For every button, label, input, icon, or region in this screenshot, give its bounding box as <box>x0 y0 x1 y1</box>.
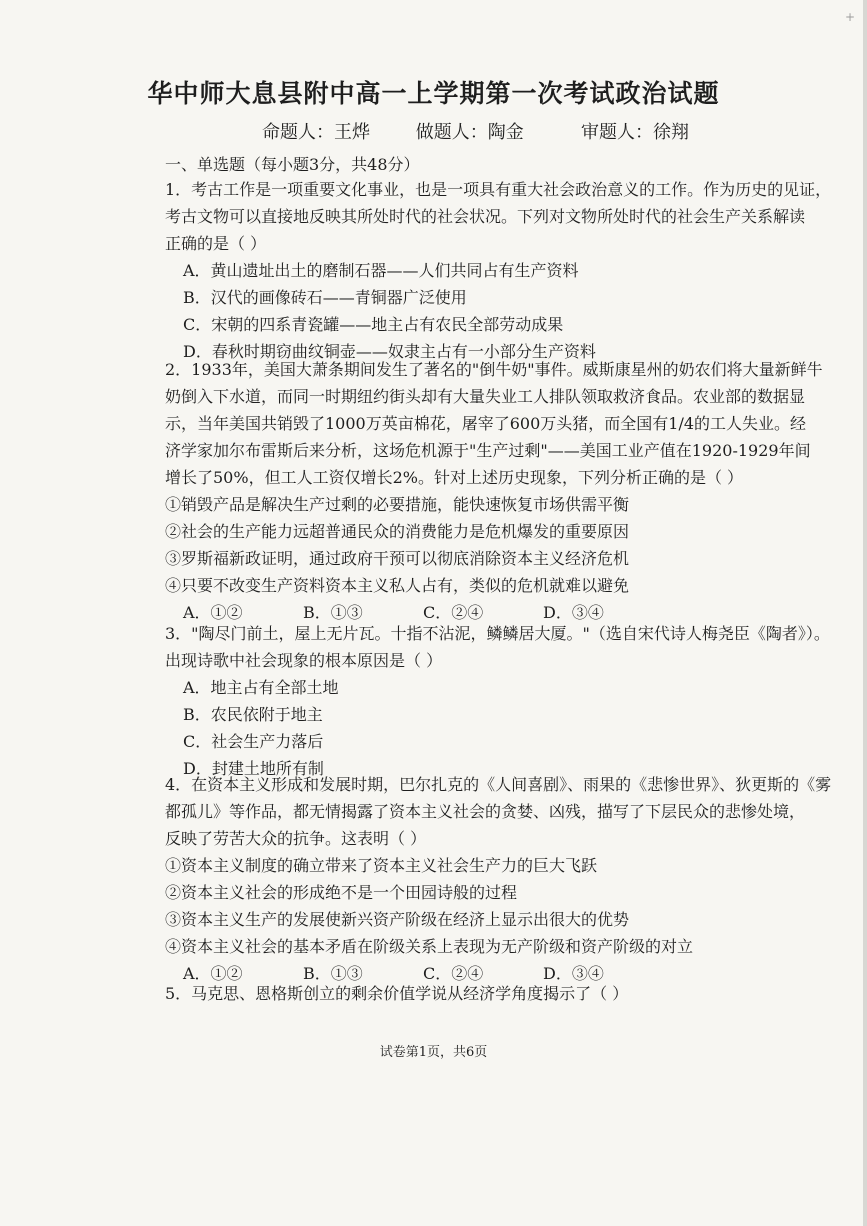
corner-mark: + <box>845 10 856 24</box>
answer-d: D．③④ <box>543 964 604 983</box>
question-stem-line: 3．"陶尽门前土，屋上无片瓦。十指不沾泥，鳞鳞居大厦。"（选自宋代诗人梅尧臣《陶者》）。 <box>165 624 830 643</box>
question-stem-line: 出现诗歌中社会现象的根本原因是（ ） <box>165 651 443 670</box>
question-stem-line: 4．在资本主义形成和发展时期，巴尔扎克的《人间喜剧》、雨果的《悲惨世界》、狄更斯的《雾 <box>165 775 832 794</box>
answer-a: A．①② <box>183 964 243 983</box>
answer-c: C．②④ <box>423 964 484 983</box>
question-3 <box>165 620 830 782</box>
statement-3: ③罗斯福新政证明，通过政府干预可以彻底消除资本主义经济危机 <box>165 549 630 568</box>
statement-1: ①资本主义制度的确立带来了资本主义社会生产力的巨大飞跃 <box>165 856 598 875</box>
authors-line: 命题人：王烨 做题人：陶金 审题人：徐翔 <box>262 122 689 143</box>
scan-edge <box>863 0 867 1226</box>
question-4 <box>165 771 832 987</box>
statement-4: ④只要不改变生产资料资本主义私人占有，类似的危机就难以避免 <box>165 576 630 595</box>
section-heading: 一、单选题（每小题3分，共48分） <box>165 155 420 174</box>
question-stem-line: 奶倒入下水道，而同一时期纽约街头却有大量失业工人排队领取救济食品。农业部的数据显 <box>165 387 806 406</box>
answer-b: B．①③ <box>303 603 363 622</box>
question-stem-line: 示，当年美国共销毁了1000万英亩棉花，屠宰了600万头猪，而全国有1/4的工人失业。经 <box>165 414 807 433</box>
option-d: D．封建土地所有制 <box>183 759 324 778</box>
option-d: D．春秋时期窃曲纹铜壶——奴隶主占有一小部分生产资料 <box>183 342 596 361</box>
question-1 <box>165 176 832 365</box>
option-a: A．地主占有全部土地 <box>183 678 339 697</box>
question-stem-line: 考古文物可以直接地反映其所处时代的社会状况。下列对文物所处时代的社会生产关系解读 <box>165 207 806 226</box>
answer-b: B．①③ <box>303 964 363 983</box>
answer-a: A．①② <box>183 603 243 622</box>
question-stem-line: 2．1933年，美国大萧条期间发生了著名的"倒牛奶"事件。威斯康星州的奶农们将大量新鲜牛 <box>165 360 823 379</box>
question-stem-line: 反映了劳苦大众的抗争。这表明（ ） <box>165 829 427 848</box>
option-b: B．农民依附于地主 <box>183 705 323 724</box>
question-2 <box>165 356 823 626</box>
question-stem-line: 济学家加尔布雷斯后来分析，这场危机源于"生产过剩"——美国工业产值在1920-1929年间 <box>165 441 811 460</box>
question-stem-line: 正确的是（ ） <box>165 234 267 253</box>
statement-2: ②社会的生产能力远超普通民众的消费能力是危机爆发的重要原因 <box>165 522 630 541</box>
statement-4: ④资本主义社会的基本矛盾在阶级关系上表现为无产阶级和资产阶级的对立 <box>165 937 694 956</box>
option-a: A．黄山遗址出土的磨制石器——人们共同占有生产资料 <box>183 261 579 280</box>
statement-1: ①销毁产品是解决生产过剩的必要措施，能快速恢复市场供需平衡 <box>165 495 630 514</box>
question-stem-line: 都孤儿》等作品，都无情揭露了资本主义社会的贪婪、凶残，描写了下层民众的悲惨处境， <box>165 802 806 821</box>
answer-d: D．③④ <box>543 603 604 622</box>
answer-c: C．②④ <box>423 603 484 622</box>
option-c: C．社会生产力落后 <box>183 732 324 751</box>
page-footer: 试卷第1页，共6页 <box>379 1045 488 1060</box>
question-5 <box>165 980 790 1007</box>
option-c: C．宋朝的四系青瓷罐——地主占有农民全部劳动成果 <box>183 315 564 334</box>
question-stem-line: 增长了50%，但工人工资仅增长2%。针对上述历史现象，下列分析正确的是（ ） <box>165 468 744 487</box>
question-stem-line: 5．马克思、恩格斯创立的剩余价值学说从经济学角度揭示了（ ） <box>165 984 629 1003</box>
statement-2: ②资本主义社会的形成绝不是一个田园诗般的过程 <box>165 883 518 902</box>
option-b: B．汉代的画像砖石——青铜器广泛使用 <box>183 288 467 307</box>
page-title: 华中师大息县附中高一上学期第一次考试政治试题 <box>147 79 720 108</box>
statement-3: ③资本主义生产的发展使新兴资产阶级在经济上显示出很大的优势 <box>165 910 630 929</box>
question-stem-line: 1．考古工作是一项重要文化事业，也是一项具有重大社会政治意义的工作。作为历史的见证， <box>165 180 832 199</box>
